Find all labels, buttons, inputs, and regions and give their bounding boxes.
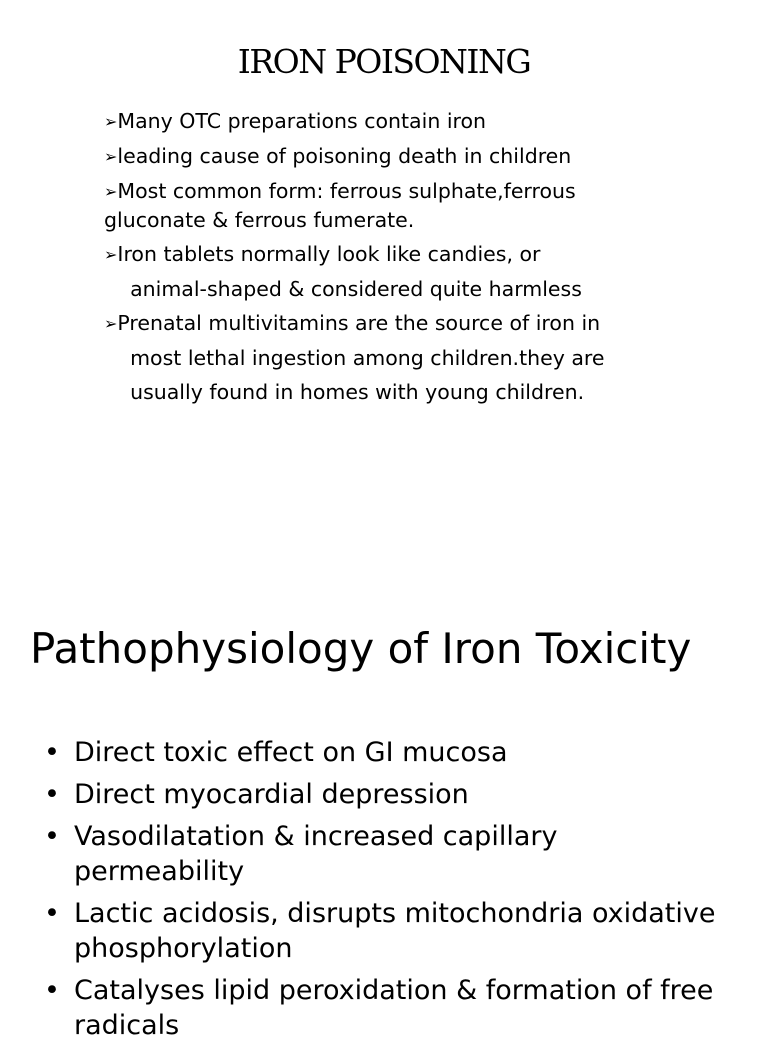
bullet-dot-icon: • — [44, 779, 60, 810]
arrow-bullet-icon: ➢ — [104, 182, 118, 201]
list-item-text: leading cause of poisoning death in children — [117, 144, 572, 168]
bullet-dot-icon: • — [44, 737, 60, 768]
list-item — [44, 735, 734, 770]
list-item — [104, 177, 624, 234]
arrow-bullet-icon: ➢ — [104, 147, 118, 166]
bullet-dot-icon: • — [44, 898, 60, 929]
bullet-list — [44, 735, 734, 1050]
list-item — [104, 309, 624, 338]
list-item — [104, 107, 624, 136]
arrow-bullet-icon: ➢ — [104, 245, 118, 264]
list-item — [104, 142, 624, 171]
list-item — [44, 973, 734, 1043]
list-item-text: Iron tablets normally look like candies, or — [117, 242, 541, 266]
bullet-dot-icon: • — [44, 821, 60, 852]
arrow-bullet-icon: ➢ — [104, 112, 118, 131]
list-item-continuation — [104, 275, 624, 303]
list-item — [44, 777, 734, 812]
list-item-text: animal-shaped & considered quite harmless — [104, 277, 582, 301]
list-item-text: Lactic acidosis, disrupts mitochondria oxidative phosphorylation — [74, 898, 716, 964]
list-item-text: Most common form: ferrous sulphate,ferrous gluconate & ferrous fumerate. — [104, 179, 583, 232]
list-item-text: Vasodilatation & increased capillary permeability — [74, 821, 558, 887]
list-item-continuation — [104, 344, 624, 372]
slide-title: IRON POISONING — [237, 42, 531, 81]
list-item-continuation — [104, 378, 624, 406]
list-item-text: Prenatal multivitamins are the source of iron in — [117, 311, 601, 335]
bullet-list — [104, 107, 624, 412]
list-item-text: most lethal ingestion among children.they are — [104, 346, 605, 370]
list-item-text: usually found in homes with young children. — [104, 380, 585, 404]
list-item — [104, 240, 624, 269]
list-item-text: Direct toxic effect on GI mucosa — [74, 737, 508, 768]
arrow-bullet-icon: ➢ — [104, 314, 118, 333]
bullet-dot-icon: • — [44, 975, 60, 1006]
list-item-text: Direct myocardial depression — [74, 779, 469, 810]
slide-title: Pathophysiology of Iron Toxicity — [30, 624, 692, 673]
list-item-text: Catalyses lipid peroxidation & formation of free radicals — [74, 975, 714, 1041]
list-item-text: Many OTC preparations contain iron — [117, 109, 487, 133]
list-item — [44, 819, 734, 889]
list-item — [44, 896, 734, 966]
